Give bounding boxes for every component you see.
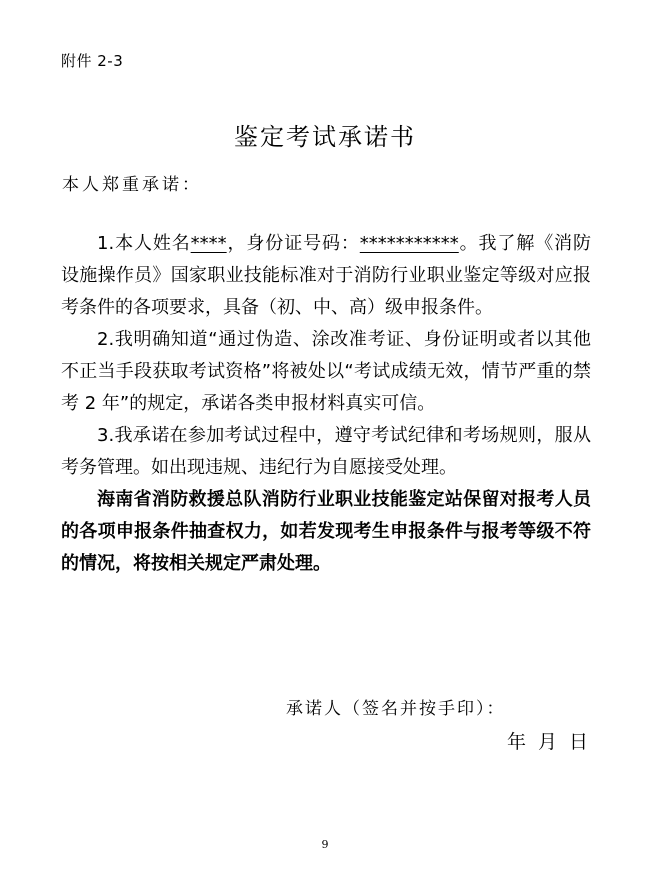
paragraph-3: 3.我承诺在参加考试过程中，遵守考试纪律和考场规则，服从考务管理。如出现违规、违纪行为自愿接受处理。	[61, 425, 591, 478]
date-year: 年	[506, 731, 526, 753]
paragraph-1	[61, 228, 591, 324]
paragraph-1-prefix: 1.本人姓名	[97, 233, 191, 254]
date-month: 月	[537, 731, 557, 753]
name-field: ****	[190, 233, 227, 254]
paragraph-1-mid: ，身份证号码：	[226, 233, 360, 254]
paragraph-1-rest: 。我了解《消防设施操作员》国家职业技能标准对于消防行业职业鉴定等级对应报考条件的各项要求，具备（初、中、高）级申报条件。	[61, 233, 591, 318]
paragraph-4-notice: 海南省消防救援总队消防行业职业技能鉴定站保留对报考人员的各项申报条件抽查权力，如若发现考生申报条件与报考等级不符的情况，将按相关规定严肃处理。	[61, 489, 591, 574]
date-day: 日	[568, 731, 588, 753]
commitment-body	[61, 228, 591, 580]
attachment-label: 附件 2-3	[61, 52, 124, 70]
date-line	[495, 727, 588, 754]
page-number: 9	[321, 838, 329, 851]
id-number-field: ***********	[359, 233, 459, 254]
salutation: 本人郑重承诺：	[62, 175, 202, 195]
paragraph-2: 2.我明确知道“通过伪造、涂改准考证、身份证明或者以其他不正当手段获取考试资格”将被处以“考试成绩无效，情节严重的禁考 2 年”的规定，承诺各类申报材料真实可信。	[61, 329, 591, 414]
document-title: 鉴定考试承诺书	[234, 123, 416, 151]
signer-label: 承诺人（签名并按手印）：	[286, 699, 506, 719]
